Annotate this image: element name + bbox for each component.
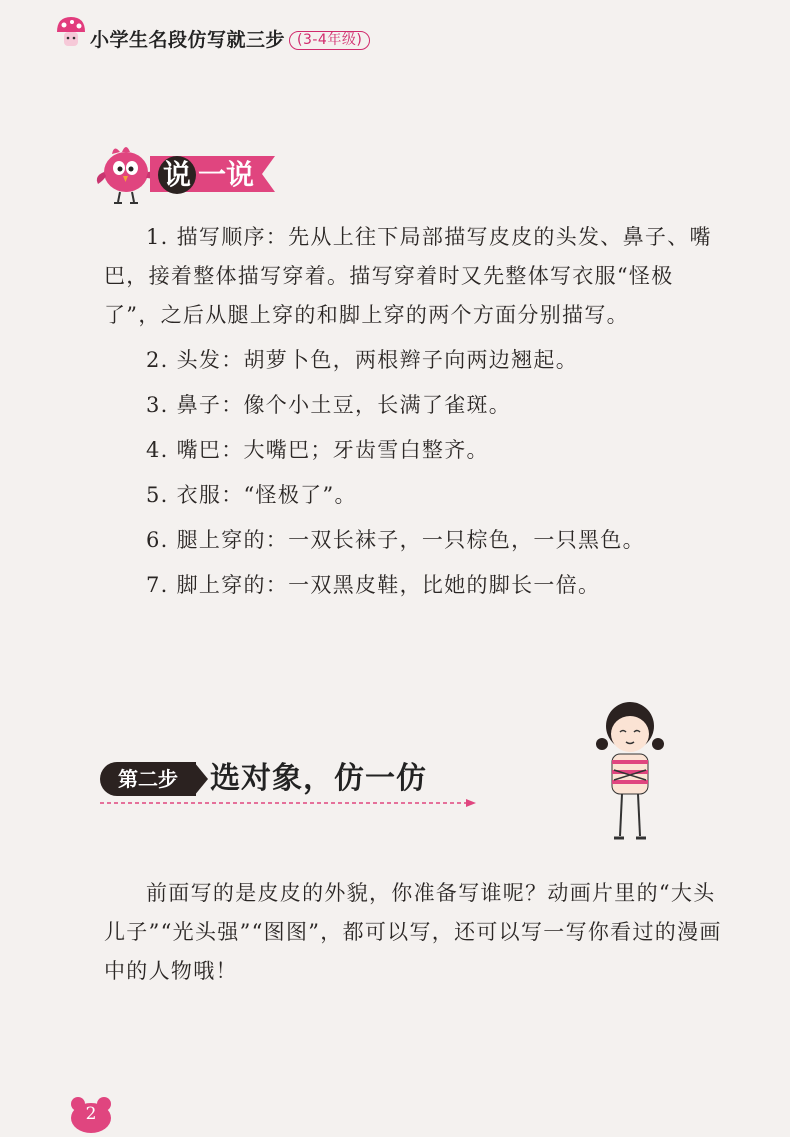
dotted-arrow-line — [100, 798, 480, 808]
book-title: 小学生名段仿写就三步 (3-4年级) — [90, 25, 370, 52]
analysis-list — [104, 218, 724, 611]
running-header — [54, 14, 363, 54]
point-5: 5. 衣服：“怪极了”。 — [146, 483, 357, 507]
say-section-banner — [92, 142, 292, 212]
grade-label: (3-4年级) — [289, 31, 370, 50]
step-two-heading: 选对象，仿一仿 — [210, 761, 427, 796]
badge-tail — [194, 762, 208, 796]
point-6: 6. 腿上穿的：一双长袜子，一只棕色，一只黑色。 — [146, 528, 645, 552]
page-number: 2 — [85, 1104, 97, 1124]
step-two-content — [104, 874, 724, 997]
point-4: 4. 嘴巴：大嘴巴；牙齿雪白整齐。 — [146, 438, 489, 462]
point-3: 3. 鼻子：像个小土豆，长满了雀斑。 — [146, 393, 512, 417]
point-2: 2. 头发：胡萝卜色，两根辫子向两边翘起。 — [146, 348, 579, 372]
step-two-text: 前面写的是皮皮的外貌，你准备写谁呢？动画片里的“大头儿子”“光头强”“图图”，都可以写，还可以写一写你看过的漫画中的人物哦！ — [104, 881, 722, 983]
say-section-title — [158, 156, 254, 192]
thinking-girl-illustration — [580, 700, 680, 850]
step-two-banner — [100, 756, 480, 806]
mushroom-icon — [54, 14, 88, 52]
say-rest: 一说 — [198, 158, 255, 191]
say-first-char: 说 — [158, 156, 196, 194]
point-1: 1. 描写顺序：先从上往下局部描写皮皮的头发、鼻子、嘴巴，接着整体描写穿着。描写穿着时又先整体写衣服“怪极了”，之后从腿上穿的和脚上穿的两个方面分别描写。 — [104, 225, 712, 327]
step-two-badge: 第二步 — [100, 762, 196, 796]
point-7: 7. 脚上穿的：一双黑皮鞋，比她的脚长一倍。 — [146, 573, 601, 597]
